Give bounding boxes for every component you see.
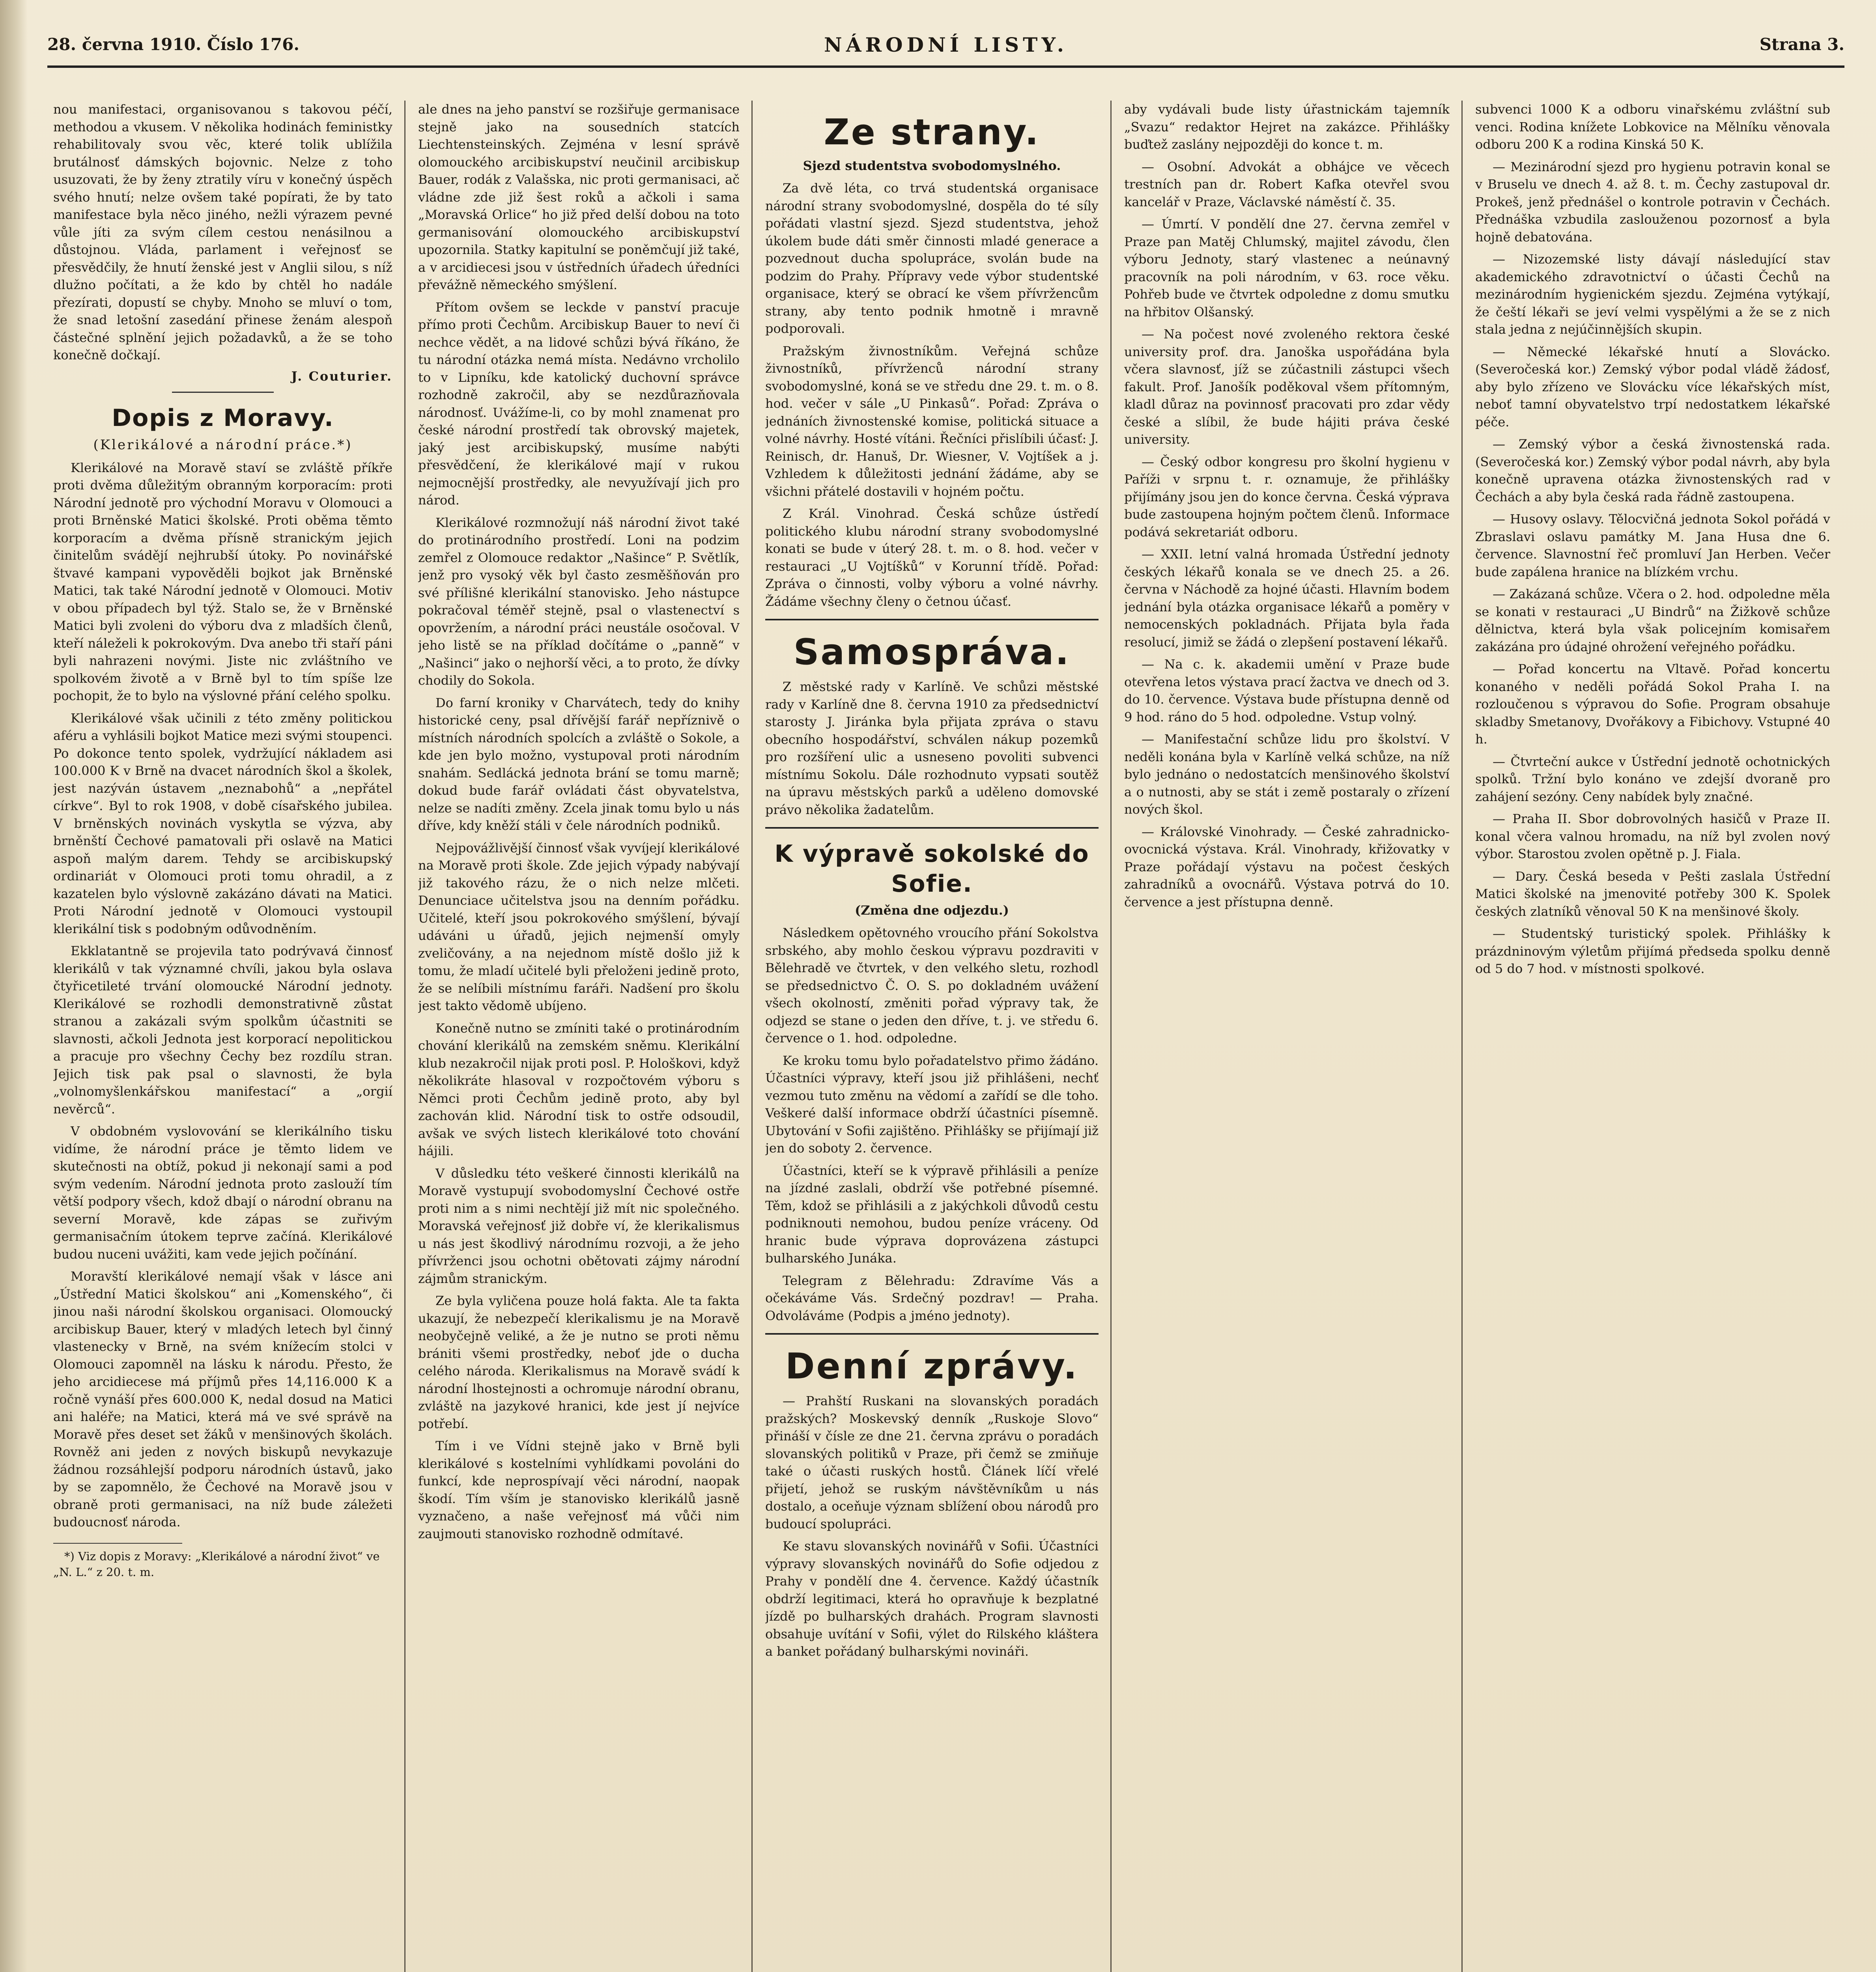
article-paragraph: Konečně nutno se zmíniti také o protinárodním chování klerikálů na zemském sněmu. Klerikální klub nezakročil nijak proti posl. P. Hološkovi, když několikráte hlasoval v rozpočtovém výboru s Němci proti Čechům jedině proto, aby byl zachován klid. Národní tisk to ostře odsoudil, avšak ve svých listech klerikálové toto chování hájili. (418, 1020, 740, 1158)
news-item: — Na počest nové zvoleného rektora české university prof. dra. Janoška uspořádána byla včera slavnosť, jíž se zúčastnili zástupci všech fakult. Prof. Janošík poděkoval všem přítomným, kladl důraz na povinnosť pracovati pro zdar vědy české a slíbil, že bude hájiti práva české university. (1124, 327, 1450, 447)
article-paragraph: Do farní kroniky v Charvátech, tedy do knihy historické ceny, psal dřívější farář nepříznivě o místních národních spolcích a zvláště o Sokole, a kde jen bylo možno, vystupoval proti národním snahám. Sedlácká jednota brání se tomu marně; dokud bude farář ovládati část obyvatelstva, nelze se nadíti změny. Zcela jinak tomu bylo u nás dříve, kdy kněží stáli v čele národních podniků. (418, 695, 740, 833)
news-item: — Mezinárodní sjezd pro hygienu potravin konal se v Bruselu ve dnech 4. až 8. t. m. Čechy zastupoval dr. Prokeš, jenž přednášel o kontrole potravin v Čechách. Přednáška vzbudila zaslouženou pozornosť a byla hojně debatována. (1475, 159, 1830, 245)
article-paragraph: Tím i ve Vídni stejně jako v Brně byli klerikálové s kostelními vyhlídkami povoláni do funkcí, kde neprospívají věci národní, naopak škodí. Tím vším je stanovisko klerikálů jasně vyznačeno, a naše veřejnosť má vůči nim zaujmouti stanovisko rozhodně odmítavé. (418, 1438, 740, 1541)
section-rule (765, 1333, 1099, 1335)
footnote: *) Viz dopis z Moravy: „Klerikálové a národní život“ ve „N. L.“ z 20. t. m. (53, 1549, 380, 1579)
news-item: — Zemský výbor a česká živnostenská rada. (Severočeská kor.) Zemský výbor podal návrh, aby byla konečně upravena otázka živnostenských rad v Čechách a aby byla česká rada řádně zastoupena. (1475, 437, 1830, 504)
article-paragraph: Klerikálové však učinili z této změny politickou aféru a vyhlásili bojkot Matice mezi svými stoupenci. Po dokonce tento spolek, vydržující nákladem asi 100.000 K v Brně na dvacet národních škol a školek, jest nazýván ústavem „neznabohů“ a „nepřátel církve“. Byl to rok 1908, v době císařského jubilea. V brněnských novinách vyskytla se výzva, aby brněnští Čechové pamatovali při oslavě na Matici aspoň malým darem. Tehdy se arcibiskupský ordinariát v Olomouci proti tomu ohradil, a z kazatelen bylo výslovně zakázáno dávati na Matici. Proti Národní jednotě v Olomouci vystoupil klerikální tisk s podobným odůvodněním. (53, 710, 392, 936)
separator (172, 392, 274, 393)
news-item: — Čtvrteční aukce v Ústřední jednotě ochotnických spolků. Tržní bylo konáno ve zdejší dvoraně pro zahájení sezóny. Ceny nabídek byly značné. (1475, 754, 1830, 804)
article-paragraph: Klerikálové na Moravě staví se zvláště příkře proti dvěma důležitým obranným korporacím: proti Národní jednotě pro východní Moravu v Olomouci a proti Brněnské Matici školské. Proti oběma těmto korporacím a dvěma přísně stranickým jejich činitelům svádějí nejhrubší útoky. Po novinářské štvavé kampani vypověděli bojkot jak Brněnské Matici, tak také Národní jednotě v Olomouci. Motiv v obou případech byl týž. Stalo se, že v Brněnské Matici byli zvoleni do výboru dva z mladších členů, kteří náleželi k pokrokovým. Dva anebo tři staří páni byli nahrazeni novými. Jiste nic zvláštního ve spolkovém životě a v Brně byl to tím spíše lze pochopit, že to bylo na výslovné přání celého spolku. (53, 460, 392, 703)
news-item: — Dary. Česká beseda v Pešti zaslala Ústřední Matici školské na jmenovité potřeby 300 K. Spolek českých zlatníků věnoval 50 K na menšinové školy. (1475, 868, 1830, 919)
article-paragraph: Telegram z Bělehradu: Zdravíme Vás a očekáváme Vás. Srdečný pozdrav! — Praha. Odvoláváme (Podpis a jméno jednoty). (765, 1273, 1099, 1323)
news-item: — Německé lékařské hnutí a Slovácko. (Severočeská kor.) Zemský výbor podal vládě žádosť, aby bylo zřízeno ve Slovácku více lékařských míst, neboť tamní obyvatelstvo trpí nedostatkem lékařské péče. (1475, 344, 1830, 430)
column-1 (53, 101, 392, 1972)
article-paragraph: Přítom ovšem se leckde v panství pracuje přímo proti Čechům. Arcibiskup Bauer to neví či nechce vědět, a na lidové schůzi bývá říkáno, že tu národní otázka nemá místa. Nedávno vrcholilo to v Lipníku, kde katolický duchovní správce rozhodně zakročil, aby se nezdůrazňovala národnosť. Uvážíme-li, co by mohl znamenat pro české národní prostředí tak obrovský majetek, jaký jest arcibiskupský, musíme nabýti přesvědčení, že klerikálové mají v rukou nejmocnější prostředky, ale nevyužívají jich pro národ. (418, 299, 740, 508)
section-title-ze-strany: Ze strany. (824, 112, 1040, 153)
article-paragraph: Pražským živnostníkům. Veřejná schůze živnostníků, přívrženců národní strany svobodomyslné, koná se ve středu dne 29. t. m. o 8. hod. večer v sále „U Pinkasů“. Pořad: Zpráva o jednáních živnostenské komise, politická situace a volné návrhy. Hosté vítáni. Řečníci přislíbili účasť: J. Reinisch, dr. Hanuš, Dr. Wiesner, V. Vojtíšek a j. Vzhledem k důležitosti jednání žádáme, aby se všichni přátelé dostavili v hojném počtu. (765, 343, 1099, 499)
column-divider (751, 101, 753, 1972)
article-paragraph: Nejpovážlivější činnosť však vyvíjejí klerikálové na Moravě proti škole. Zde jejich výpady nabývají již takového rázu, že o nich nelze mlčeti. Denunciace učitelstva jsou na denním pořádku. Učitelé, kteří jsou pokrokového smýšlení, bývají udáváni u úřadů, jejich nejmenší omyly zveličovány, a na nejednom místě došlo již k tomu, že mladí učitelé byli přeloženi jedině proto, že se nelíbili místnímu faráři. Nadšení pro školu jest takto vědomě ubíjeno. (418, 840, 740, 1013)
article-paragraph: Ke stavu slovanských novinářů v Sofii. Účastníci výpravy slovanských novinářů do Sofie odjedou z Prahy v pondělí dne 4. července. Každý účastník obdrží legitimaci, která ho opravňuje k bezplatné jízdě po bulharských drahách. Program slavnosti obsahuje uvítání v Sofii, výlet do Rilského kláštera a banket pořádaný bulharskými novináři. (765, 1539, 1099, 1659)
header-rule (47, 65, 1844, 68)
news-item: — Královské Vinohrady. — České zahradnicko-ovocnická výstava. Král. Vinohrady, křižovatky v Praze pořádají výstavu na počest českých zahradníků a ovocnářů. Výstava potrvá do 10. července a jest přístupna denně. (1124, 824, 1450, 909)
article-paragraph: Ke kroku tomu bylo pořadatelstvo přimo žádáno. Účastníci výpravy, kteří jsou již přihlášeni, nechť vezmou tuto změnu na vědomí a zařídí se dle toho. Veškeré další informace obdrží účastníci písemně. Ubytování v Sofii zajištěno. Přihlášky se přijímají již jen do soboty 2. července. (765, 1053, 1099, 1156)
column-5 (1475, 101, 1830, 1972)
page-number: Strana 3. (1759, 35, 1844, 54)
section-title-denni-zpravy: Denní zprávy. (785, 1346, 1079, 1387)
news-item: — Úmrtí. V pondělí dne 27. června zemřel v Praze pan Matěj Chlumský, majitel závodu, člen výboru Jednoty, starý vlastenec a neúnavný pracovník na poli národním, v 63. roce věku. Pohřeb bude ve čtvrtek odpoledne z domu smutku na hřbitov Olšanský. (1124, 217, 1450, 319)
section-rule (765, 827, 1099, 829)
article-continuation: nou manifestaci, organisovanou s takovou péčí, methodou a vkusem. V několika hodinách feministky rehabilitovaly svou věc, které tolik ublížila brutálnosť dámských bojovnic. Nelze z toho usuzovati, že by ženy ztratily víru v konečný úspěch svého hnutí; nelze ovšem také popírati, že by tato manifestace byla něco jiného, nežli výrazem pevné vůle jíti za svým cílem cestou nenásilnou a důstojnou. Vláda, parlament i veřejnosť se přesvědčily, že hnutí ženské jest v Anglii silou, s níž dlužno počítati, a že kdo by chtěl ho nadále přezírati, dopustí se chyby. Mnoho se mluví o tom, že snad letošní zasedání přinese ženám alespoň částečné splnění jejich požadavků, a že se toho konečně dočkají. (53, 102, 392, 362)
article-paragraph: Ze byla vyličena pouze holá fakta. Ale ta fakta ukazují, že nebezpečí klerikalismu je na Moravě neobyčejně veliké, a že je nutno se proti němu brániti všemi prostředky, neboť jde o ducha celého národa. Klerikalismus na Moravě svádí k národní lhostejnosti a ochromuje národní obranu, zvláště na jazykové hranici, kde jest jí nejvíce potřebí. (418, 1293, 740, 1431)
footnote-rule (53, 1543, 182, 1544)
article-paragraph: Z městské rady v Karlíně. Ve schůzi městské rady v Karlíně dne 8. června 1910 za předsednictví starosty J. Jiránka byla přijata zpráva o stavu obecního hospodářství, schválen nákup pozemků pro rozšíření ulic a usneseno povoliti subvenci místnímu Sokolu. Dále rozhodnuto vypsati soutěž na úpravu městských parků a uděleno domovské právo několika žadatelům. (765, 679, 1099, 817)
article-paragraph: ale dnes na jeho panství se rozšiřuje germanisace stejně jako na sousedních statcích Liechtensteinských. Zejména v lesní správě olomouckého arcibiskupství neučinil arcibiskup Bauer, rodák z Valašska, nic proti germanisaci, ač vládne zde již šest roků a ačkoli i sama „Moravská Orlice“ ho již před delší dobou na toto germanisování olomouckého arcibiskupství upozornila. Statky kapitulní se poněmčují již také, a v arcidiecesi jsou v ústředních úřadech úředníci převážně německého smýšlení. (418, 102, 740, 292)
article-paragraph: — Prahští Ruskani na slovanských poradách pražských? Moskevský denník „Ruskoje Slovo“ přináší v čísle ze dne 21. června zprávu o poradách slovanských politiků v Praze, při čemž se zmiňuje také o účasti ruských hostů. Článek líčí vřelé přijetí, jehož se ruským návštěvníkům u nás dostalo, a oceňuje význam sblížení obou národů pro budoucí spolupráci. (765, 1393, 1099, 1531)
article-title: Dopis z Moravy. (112, 404, 334, 432)
article-paragraph: Ekklatantně se projevila tato podrývavá činnosť klerikálů v tak významné chvíli, jakou byla oslava čtyřicetileté trvání olomoucké Národní jednoty. Klerikálové se rozhodli demonstrativně zůstat stranou a zakázali svým spolkům účastniti se slavnosti, ačkoli Jednota jest korporací nepolitickou a pracuje pro všechny Čechy bez rozdílu stran. Jejich tisk pak psal o slavnosti, že byla „volnomyšlenkářskou manifestací“ a „orgií nevěrců“. (53, 943, 392, 1117)
article-paragraph: V obdobném vyslovování se klerikálního tisku vidíme, že národní práce je těmto lidem ve skutečnosti na obtíž, pokud ji nekonají sami a pod svým vedením. Národní jednota proto zaslouží tím větší podpory všech, kdož dbají o národní obranu na severní Moravě, kde zápas se zuřivým germanisačním útokem teprve začíná. Klerikálové budou nuceni uvážiti, kam vede jejich počínání. (53, 1124, 392, 1262)
news-item: — XXII. letní valná hromada Ústřední jednoty českých lékařů konala se ve dnech 25. a 26. června v Náchodě za hojné účasti. Hlavním bodem jednání byla otázka organisace lékařů a poměry v nemocenských pokladnách. Přijata byla řada resolucí, jimiž se žádá o zlepšení postavení lékařů. (1124, 547, 1450, 650)
news-item: — Český odbor kongresu pro školní hygienu v Paříži v srpnu t. r. oznamuje, že přihlášky přijímány jsou jen do konce června. Česká výprava bude zastoupena hojným počtem členů. Informace podává sekretariát odboru. (1124, 454, 1450, 540)
column-divider (1461, 101, 1463, 1972)
article-subtitle: (Změna dne odjezdu.) (855, 903, 1009, 918)
news-item: — Husovy oslavy. Tělocvičná jednota Sokol pořádá v Zbraslavi oslavu památky M. Jana Husa dne 6. července. Slavnostní řeč promluví Jan Herben. Večer bude zapálena hranice na blízkém vrchu. (1475, 512, 1830, 579)
news-item: — Manifestační schůze lidu pro školství. V neděli konána byla v Karlíně velká schůze, na níž bylo jednáno o nedostatcích menšinového školství a o nutnosti, aby se stát i země postaraly o zřízení nových škol. (1124, 732, 1450, 817)
article-paragraph: Účastníci, kteří se k výpravě přihlásili a peníze na jízdné zaslali, obdrží vše potřebné písemné. Těm, kdož se přihlásili a z jakýchkoli důvodů cestu podniknouti nemohou, budou peníze vráceny. Od hranic bude výprava doprovázena zástupci bulharského Junáka. (765, 1163, 1099, 1266)
article-paragraph: Za dvě léta, co trvá studentská organisace národní strany svobodomyslné, dospěla do té síly pořádati vlastní sjezd. Sjezd studentstva, jehož úkolem bude dáti směr činnosti mladé generace a pozvednout ducha spolupráce, svolán bude na podzim do Prahy. Přípravy vede výbor studentské organisace, který se obrací ke všem přívržencům strany, aby tento podnik hmotně i mravně podporovali. (765, 181, 1099, 336)
article-paragraph: Z Král. Vinohrad. Česká schůze ústředí politického klubu národní strany svobodomyslné konati se bude v úterý 28. t. m. o 8. hod. večer v restauraci „U Vojtíšků“ v Korunní třídě. Pořad: Zpráva o činnosti, volby výboru a volné návrhy. Žádáme všechny členy o četnou účasť. (765, 506, 1099, 609)
column-divider (404, 101, 405, 1972)
news-item: — Studentský turistický spolek. Přihlášky k prázdninovým výletům přijímá předseda spolku denně od 5 do 7 hod. v místnosti spolkové. (1475, 926, 1830, 976)
article-subtitle: (Klerikálové a národní práce.*) (93, 437, 353, 453)
author-signature: J. Couturier. (291, 368, 392, 384)
news-item: — Na c. k. akademii umění v Praze bude otevřena letos výstava prací žactva ve dnech od 3. do 10. července. Výstava bude přístupna denně od 9 hod. ráno do 5 hod. odpoledne. Vstup volný. (1124, 657, 1450, 725)
article-paragraph: Následkem opětovného vroucího přání Sokolstva srbského, aby mohlo českou výpravu pozdraviti v Bělehradě ve čtvrtek, v den velkého sletu, rozhodl se předsednictvo Č. O. S. po dokladném uvážení všech okolností, změniti pořad výpravy tak, že odjezd se stane o jeden den dříve, t. j. ve středu 6. července o 1. hod. odpoledne. (765, 925, 1099, 1046)
article-title-sokol: K výpravě sokolské do Sofie. (774, 840, 1089, 898)
article-paragraph: Klerikálové rozmnožují náš národní život také do protinárodního prostředí. Loni na podzim zemřel z Olomouce redaktor „Našince“ P. Světlík, jenž pro vysoký věk byl často zesměšňován pro své přílišné klerikální stanovisko. Jeho nástupce pokračoval téměř stejně, psal o vlastenectví s opovržením, a národní práci neustále osočoval. V jeho listě se na příklad dočítáme o „panně“ v „Našinci“ jako o nejhorší věci, a to proto, že dívky chodily do Sokola. (418, 515, 740, 688)
column-divider (1110, 101, 1112, 1972)
page-header (47, 28, 1844, 75)
article-paragraph: aby vydávali bude listy úřastnickám tajemník „Svazu“ redaktor Hejret na zakázce. Přihlášky buďtež zaslány nejpozději do konce t. m. (1124, 102, 1450, 152)
issue-date: 28. června 1910. Číslo 176. (47, 35, 299, 54)
news-item: subvenci 1000 K a odboru vinařskému zvláštní sub venci. Rodina knížete Lobkovice na Mělníku věnovala odboru 200 K a rodina Kinská 50 K. (1475, 102, 1830, 152)
column-3 (765, 101, 1099, 1972)
section-rule (765, 619, 1099, 620)
news-item: — Praha II. Sbor dobrovolných hasičů v Praze II. konal včera valnou hromadu, na níž byl zvolen nový výbor. Starostou zvolen opětně p. J. Fiala. (1475, 811, 1830, 861)
section-title-samosprava: Samospráva. (793, 631, 1071, 673)
news-item: — Zakázaná schůze. Včera o 2. hod. odpoledne měla se konati v restauraci „U Bindrů“ na Žižkově schůze dělnictva, která byla však policejním komisařem zakázána pro údajné ohrožení veřejného pořádku. (1475, 586, 1830, 654)
section-subtitle: Sjezd studentstva svobodomyslného. (803, 158, 1061, 173)
column-2 (418, 101, 740, 1972)
news-item: — Nizozemské listy dávají následující stav akademického zdravotnictví o účasti Čechů na mezinárodním hygienickém sjezdu. Zejména vytýkají, že čeští lékaři se jeví velmi vyspělými a že se z nich stala jedna z nejúčinnějších skupin. (1475, 252, 1830, 337)
column-4 (1124, 101, 1450, 1972)
news-item: — Osobní. Advokát a obhájce ve věcech trestních pan dr. Robert Kafka otevřel svou kancelář v Praze, Václavské náměstí č. 35. (1124, 159, 1450, 209)
article-paragraph: Moravští klerikálové nemají však v lásce ani „Ústřední Matici školskou“ ani „Komenského“, či jinou naši národní školskou organisaci. Olomoucký arcibiskup Bauer, který v mladých letech byl činný vlastenecky v Brně, na svém knížecím stolci v Olomouci zapomněl na lásku k národu. Přesto, že jeho arcidiecese má příjmů přes 14,116.000 K a ročně vynáší přes 600.000 K, nedal dosud na Matici ani haléře; na Matici, která má ve své správě na Moravě přes deset set žáků v menšinových školách. Rovněž ani jeden z nových biskupů nevykazuje žádnou rozsáhlejší podporu národních ústavů, jako by se zapomnělo, že Čechové na Moravě jsou v obraně proti germanisaci, na níž bude záležeti budoucnosť národa. (53, 1269, 392, 1529)
binding-spine (0, 0, 28, 1972)
news-item: — Pořad koncertu na Vltavě. Pořad koncertu konaného v neděli pořádá Sokol Praha I. na rozloučenou s výpravou do Sofie. Program obsahuje skladby Smetanovy, Dvořákovy a Fibichovy. Vstupné 40 h. (1475, 661, 1830, 747)
article-paragraph: V důsledku této veškeré činnosti klerikálů na Moravě vystupují svobodomyslní Čechové ostře proti nim a s nimi nechtějí již mít nic společného. Moravská veřejnosť již dobře ví, že klerikalismus u nás jest škodlivý národnímu rozvoji, a že jeho přívrženci jsou ochotni obětovati zájmy národní zájmům stranickým. (418, 1165, 740, 1286)
masthead: NÁRODNÍ LISTY. (824, 33, 1068, 56)
